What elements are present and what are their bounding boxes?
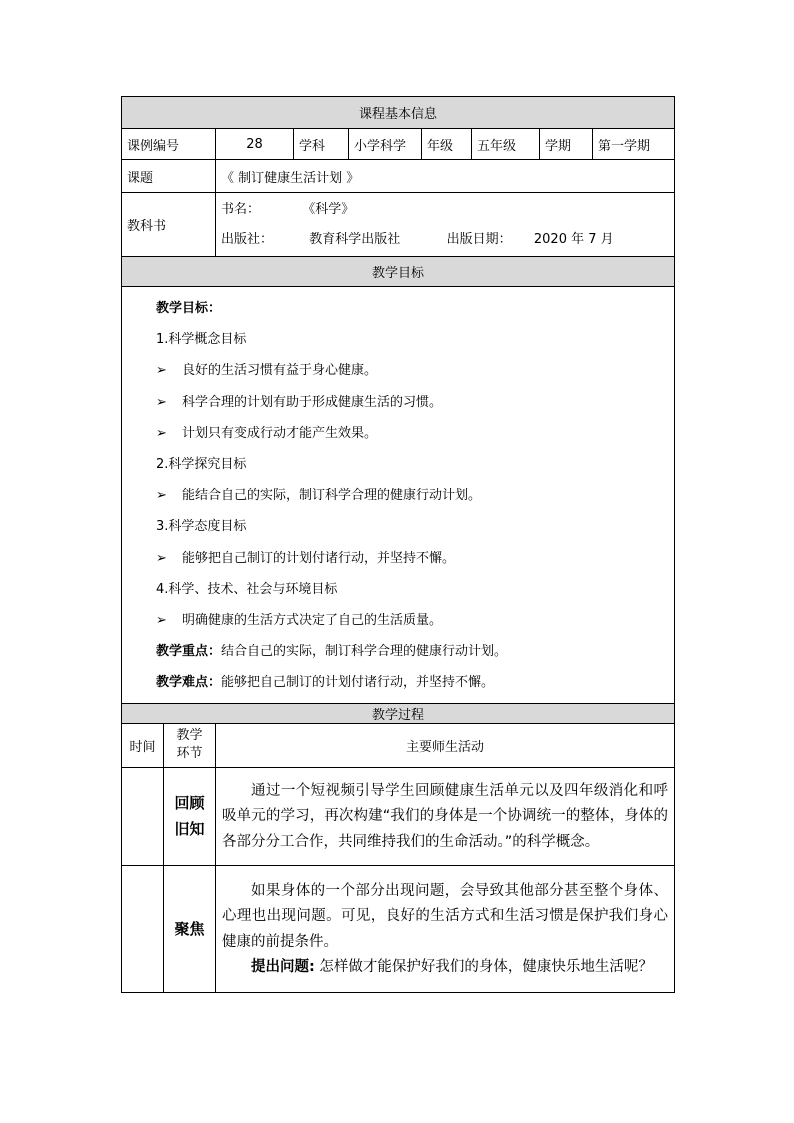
arrowhead-bullet-icon: ➢ xyxy=(156,488,167,504)
arrowhead-bullet-icon: ➢ xyxy=(156,394,167,410)
book-name-value: 《科学》 xyxy=(302,201,355,217)
term-label: 学期 xyxy=(540,129,593,160)
grade-value: 五年级 xyxy=(472,129,540,160)
book-name-label: 书名： xyxy=(221,201,261,217)
difficult-point: 教学难点：能够把自己制订的计划付诸行动，并坚持不懈。 xyxy=(156,675,495,691)
pub-date-value: 2020 年 7 月 xyxy=(533,231,614,247)
grade-label: 年级 xyxy=(422,129,472,160)
activity-review: 通过一个短视频引导学生回顾健康生活单元以及四年级消化和呼吸单元的学习，再次构建“我们的身体是一个协调统一的整体，身体的各部分分工合作，共同维持我们的生命活动。”的科学概念。 xyxy=(216,767,675,865)
process-header: 教学过程 xyxy=(122,703,675,723)
subject-label: 学科 xyxy=(294,129,349,160)
stse-goal-title: 4.科学、技术、社会与环境目标 xyxy=(156,581,338,597)
concept-goal-title: 1.科学概念目标 xyxy=(156,332,247,348)
textbook-label: 教科书 xyxy=(122,193,216,257)
arrowhead-bullet-icon: ➢ xyxy=(156,363,167,379)
attitude-goal-title: 3.科学态度目标 xyxy=(156,519,247,535)
lesson-plan-table xyxy=(121,96,675,993)
goal-item: ➢ 能结合自己的实际，制订科学合理的健康行动计划。 xyxy=(156,480,664,511)
topic-value: 《 制订健康生活计划 》 xyxy=(216,160,675,193)
publisher-line xyxy=(221,225,669,255)
term-value: 第一学期 xyxy=(593,129,675,160)
goal-item: ➢ 能够把自己制订的计划付诸行动，并坚持不懈。 xyxy=(156,543,664,574)
pub-date-label: 出版日期： xyxy=(446,231,512,247)
publisher-label: 出版社： xyxy=(221,231,274,247)
goal-item: ➢ 计划只有变成行动才能产生效果。 xyxy=(156,418,664,449)
topic-label: 课题 xyxy=(122,160,216,193)
stage-focus: 聚焦 xyxy=(164,865,216,992)
col-time-header: 时间 xyxy=(122,723,164,767)
course-info-header: 课程基本信息 xyxy=(122,97,675,129)
inquiry-goal-title: 2.科学探究目标 xyxy=(156,457,247,473)
activity-focus: 如果身体的一个部分出现问题，会导致其他部分甚至整个身体、心理也出现问题。可见，良好的生活方式和生活习惯是保护我们身心健康的前提条件。 提出问题: 怎样做才能保护好我们的身体，健康快乐地生活呢？ xyxy=(216,865,675,992)
arrowhead-bullet-icon: ➢ xyxy=(156,613,167,629)
case-no-value: 28 xyxy=(216,129,294,160)
case-no-label: 课例编号 xyxy=(122,129,216,160)
stage-review: 回顾 旧知 xyxy=(164,767,216,865)
goal-item: ➢ 明确健康的生活方式决定了自己的生活质量。 xyxy=(156,605,664,636)
book-name-line xyxy=(221,195,669,225)
time-cell xyxy=(122,767,164,865)
time-cell xyxy=(122,865,164,992)
key-point: 教学重点：结合自己的实际，制订科学合理的健康行动计划。 xyxy=(156,644,508,660)
arrowhead-bullet-icon: ➢ xyxy=(156,425,167,441)
goal-item: ➢ 良好的生活习惯有益于身心健康。 xyxy=(156,355,664,386)
objectives-body xyxy=(122,287,675,704)
lesson-plan-sheet xyxy=(121,96,674,993)
subject-value: 小学科学 xyxy=(349,129,422,160)
textbook-details xyxy=(216,193,675,257)
goal-item: ➢ 科学合理的计划有助于形成健康生活的习惯。 xyxy=(156,387,664,418)
publisher-value: 教育科学出版社 xyxy=(309,231,401,247)
question-paragraph: 提出问题: 怎样做才能保护好我们的身体，健康快乐地生活呢？ xyxy=(251,959,653,976)
objectives-heading: 教学目标： xyxy=(156,301,222,316)
col-activity-header: 主要师生活动 xyxy=(216,723,675,767)
objectives-header: 教学目标 xyxy=(122,257,675,287)
arrowhead-bullet-icon: ➢ xyxy=(156,550,167,566)
col-stage-header: 教学 环节 xyxy=(164,723,216,767)
